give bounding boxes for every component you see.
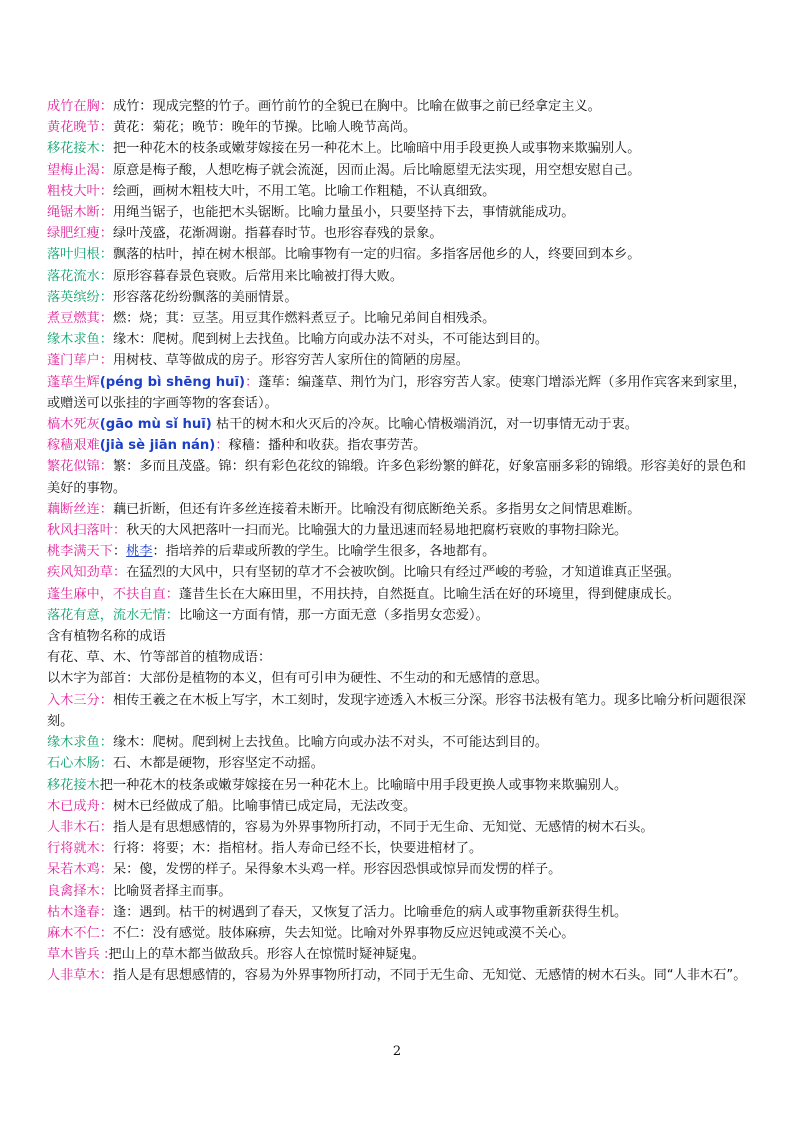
idiom-term: 行将就木 [47,841,100,857]
entries-block-2 [47,456,747,541]
idiom-separator: ： [99,268,113,284]
idiom-term: 良禽择木 [47,883,100,899]
idiom-entry [47,817,747,838]
idiom-definition: 藕已折断，但还有许多丝连接着未断开。比喻没有彻底断绝关系。多指男女之间情思难断。 [112,501,641,517]
idiom-definition: 飘落的枯叶，掉在树木根部。比喻事物有一定的归宿。多指客居他乡的人，终要回到本乡。 [112,247,641,263]
idiom-definition: ：指培养的后辈或所教的学生。比喻学生很多，各地都有。 [152,544,496,560]
idiom-entry [47,414,747,435]
idiom-term: 稼穑艰难 [47,438,100,454]
idiom-entry [47,244,747,265]
idiom-term: 粗枝大叶 [47,183,100,199]
idiom-term: 缘木求鱼 [47,332,100,348]
idiom-separator: ： [99,904,113,920]
idiom-definition: 用树枝、草等做成的房子。形容穷苦人家所住的简陋的房屋。 [112,353,469,369]
idiom-term: 木已成舟 [47,798,100,814]
idiom-definition: 原意是梅子酸，人想吃梅子就会流涎，因而止渴。后比喻愿望无法实现，用空想安慰自己。 [112,162,641,178]
idiom-separator: ： [99,798,113,814]
pinyin-entries-block [47,372,747,457]
idiom-entry [47,520,747,541]
section-heading: 含有植物名称的成语 [47,629,166,645]
idiom-definition: 把一种花木的枝条或嫩芽嫁接在另一种花木上。比喻暗中用手段更换人或事物来欺骗别人。 [112,141,641,157]
idiom-term: 缘木求鱼 [47,735,100,751]
idiom-term: 槁木死灰 [47,417,100,433]
idiom-term: 秋风扫落叶 [47,523,113,539]
idiom-definition: 蓬昔生长在大麻田里，不用扶持，自然挺直。比喻生活在好的环境里，得到健康成长。 [178,586,680,602]
idiom-separator: ： [165,607,179,623]
idiom-definition: 原形容暮春景色衰败。后常用来比喻被打得大败。 [112,268,404,284]
idiom-separator: ： [99,353,113,369]
idiom-term: 移花接木 [47,141,100,157]
idiom-separator: ： [99,841,113,857]
idiom-entry [47,605,747,626]
idiom-separator: ： [245,374,259,390]
idiom-separator: ： [99,692,113,708]
idiom-separator: ： [99,183,113,199]
idiom-term: 蓬生麻中，不扶自直 [47,586,166,602]
idiom-entry [47,266,747,287]
idiom-term: 枯木逢春 [47,904,100,920]
idiom-entry [47,499,747,520]
idiom-term: 望梅止渴 [47,162,100,178]
idiom-entry [47,223,747,244]
idiom-separator: ： [215,438,229,454]
idiom-definition: 缘木：爬树。爬到树上去找鱼。比喻方向或办法不对头，不可能达到目的。 [112,735,549,751]
idiom-definition: 绘画，画树木粗枝大叶，不用工笔。比喻工作粗糙，不认真细致。 [112,183,496,199]
idiom-entry [47,435,747,456]
idiom-separator: ： [99,120,113,136]
idiom-definition: 枯干的树木和火灭后的冷灰。比喻心情极端消沉，对一切事情无动于衷。 [215,417,638,433]
idiom-definition: 把山上的草木都当做敌兵。形容人在惊慌时疑神疑鬼。 [108,947,425,963]
idiom-separator: ： [99,141,113,157]
idiom-definition: 在猛烈的大风中，只有坚韧的草才不会被吹倒。比喻只有经过严峻的考验，才知道谁真正坚强。 [126,565,680,581]
idiom-definition: 形容落花纷纷飘落的美丽情景。 [112,289,298,305]
idiom-separator: ： [99,501,113,517]
idiom-term: 入木三分 [47,692,100,708]
idiom-pinyin: (gāo mù sǐ huī) [99,417,212,433]
idiom-definition: 秋天的大风把落叶一扫而光。比喻强大的力量迅速而轻易地把腐朽衰败的事物扫除光。 [126,523,628,539]
idiom-separator: ： [99,99,113,114]
idiom-entry [47,796,747,817]
idiom-definition: 燃：烧；萁：豆茎。用豆萁作燃料煮豆子。比喻兄弟间自相残杀。 [112,311,496,327]
idiom-entry [47,584,747,605]
idiom-definition: 指人是有思想感情的，容易为外界事物所打动，不同于无生命、无知觉、无感情的树木石头。同“人非木石”。 [112,968,747,984]
page-number: 2 [392,1044,402,1059]
idiom-term: 藕断丝连 [47,501,100,517]
idiom-definition: 比喻贤者择主而事。 [112,883,232,899]
entries-block-1 [47,96,747,372]
idiom-entry [47,181,747,202]
idiom-definition: 不仁：没有感觉。肢体麻痹，失去知觉。比喻对外界事物反应迟钝或漠不关心。 [112,925,575,941]
idiom-separator: ： [99,289,113,305]
idiom-entry [47,96,747,117]
idiom-definition: 行将：将要；木：指棺材。指人寿命已经不长，快要进棺材了。 [112,841,483,857]
idiom-definition: 用绳当锯子，也能把木头锯断。比喻力量虽小，只要坚持下去，事情就能成功。 [112,205,575,221]
idiom-separator: ： [112,544,127,560]
section-subheading: 有花、草、木、竹等部首的植物成语： [47,650,272,666]
idiom-definition: 缘木：爬树。爬到树上去找鱼。比喻方向或办法不对头，不可能达到目的。 [112,332,549,348]
idiom-entry [47,202,747,223]
idiom-term: 落叶归根 [47,247,100,263]
idiom-term: 人非木石 [47,819,100,835]
idiom-entry [47,902,747,923]
idiom-separator: : [99,947,109,963]
entries-block-3 [47,562,747,626]
idiom-separator: ： [165,586,179,602]
idiom-definition: 比喻这一方面有情，那一方面无意（多指男女恋爱）。 [178,607,489,623]
idiom-term: 煮豆燃萁 [47,311,100,327]
idiom-entry [47,965,747,986]
idiom-separator: ： [99,925,113,941]
idiom-entry [47,117,747,138]
idiom-separator: ： [99,735,113,751]
idiom-separator: ： [99,862,113,878]
entries-block-4 [47,690,747,987]
idiom-term: 疾风知劲草 [47,565,113,581]
idiom-definition: 相传王羲之在木板上写字，木工刻时，发现字迹透入木板三分深。形容书法极有笔力。现多比喻分析问题很深刻。 [47,692,746,729]
idiom-entry [47,562,747,583]
idiom-term: 落花有意，流水无情 [47,607,166,623]
idiom-definition: 稼穑：播种和收获。指农事劳苦。 [228,438,427,454]
idiom-entry [47,456,747,498]
idiom-term: 草木皆兵 [47,947,100,963]
idiom-separator: ： [99,226,113,242]
idiom-term: 黄花晚节 [47,120,100,136]
idiom-entry [47,753,747,774]
idiom-term: 蓬荜生辉 [47,374,100,390]
idiom-entry [47,859,747,880]
idiom-term: 绳锯木断 [47,205,100,221]
idiom-separator: ： [99,205,113,221]
idiom-term: 移花接木 [47,777,100,793]
idiom-term: 人非草木 [47,968,100,984]
idiom-definition: 逢：遇到。枯干的树遇到了春天，又恢复了活力。比喻垂危的病人或事物重新获得生机。 [112,904,628,920]
idiom-separator: ： [99,883,113,899]
idiom-pinyin: (jià sè jiān nán) [99,438,216,454]
idiom-term: 桃李满天下 [47,544,113,560]
idiom-entry [47,923,747,944]
idiom-entry [47,775,747,796]
idiom-definition: 蓬荜：编蓬草、荆竹为门，形容穷苦人家。使寒门增添光辉（多用作宾客来到家里，或赠送可以张挂的字画等物的客套话）。 [47,374,747,411]
idiom-term: 绿肥红瘦 [47,226,100,242]
idiom-separator: ： [112,565,127,581]
idiom-entry [47,372,747,414]
taoli-link[interactable]: 桃李 [126,544,153,560]
idiom-entry-taoli [47,541,747,562]
idiom-entry [47,287,747,308]
idiom-definition: 石、木都是硬物，形容坚定不动摇。 [112,756,324,772]
idiom-definition: 成竹：现成完整的竹子。画竹前竹的全貌已在胸中。比喻在做事之前已经拿定主义。 [112,99,601,114]
idiom-term: 呆若木鸡 [47,862,100,878]
idiom-entry [47,350,747,371]
idiom-entry [47,138,747,159]
section-intro: 以木字为部首：大部份是植物的本义，但有可引申为硬性、不生动的和无感情的意思。 [47,671,549,687]
idiom-separator: ： [99,819,113,835]
idiom-separator: ： [99,332,113,348]
idiom-entry [47,329,747,350]
idiom-entry [47,881,747,902]
idiom-definition: 树木已经做成了船。比喻事情已成定局，无法改变。 [112,798,417,814]
idiom-entry [47,944,747,965]
idiom-term: 石心木肠 [47,756,100,772]
idiom-definition: 把一种花木的枝条或嫩芽嫁接在另一种花木上。比喻暗中用手段更换人或事物来欺骗别人。 [99,777,628,793]
idiom-term: 麻木不仁 [47,925,100,941]
idiom-separator: ： [99,968,113,984]
idiom-term: 落花流水 [47,268,100,284]
idiom-term: 成竹在胸 [47,99,100,114]
idiom-definition: 繁：多而且茂盛。锦：织有彩色花纹的锦缎。许多色彩纷繁的鲜花，好象富丽多彩的锦缎。形容美好的景色和美好的事物。 [47,459,746,496]
idiom-separator: ： [99,247,113,263]
idiom-definition: 绿叶茂盛，花渐凋谢。指暮春时节。也形容春残的景象。 [112,226,443,242]
idiom-definition: 黄花：菊花；晚节：晚年的节操。比喻人晚节高尚。 [112,120,417,136]
idiom-entry [47,732,747,753]
idiom-term: 蓬门荜户 [47,353,100,369]
idiom-separator: ： [99,459,113,475]
idiom-definition: 指人是有思想感情的，容易为外界事物所打动，不同于无生命、无知觉、无感情的树木石头。 [112,819,654,835]
idiom-entry [47,838,747,859]
idiom-separator: ： [99,311,113,327]
idiom-term: 落英缤纷 [47,289,100,305]
idiom-definition: 呆：傻，发愣的样子。呆得象木头鸡一样。形容因恐惧或惊异而发愣的样子。 [112,862,562,878]
idiom-separator: ： [99,162,113,178]
idiom-separator: ： [112,523,127,539]
document-body [47,96,747,987]
idiom-term: 繁花似锦 [47,459,100,475]
idiom-pinyin: (péng bì shēng huī) [99,374,246,390]
idiom-entry [47,160,747,181]
idiom-entry [47,308,747,329]
idiom-entry [47,690,747,732]
idiom-separator: ： [99,756,113,772]
